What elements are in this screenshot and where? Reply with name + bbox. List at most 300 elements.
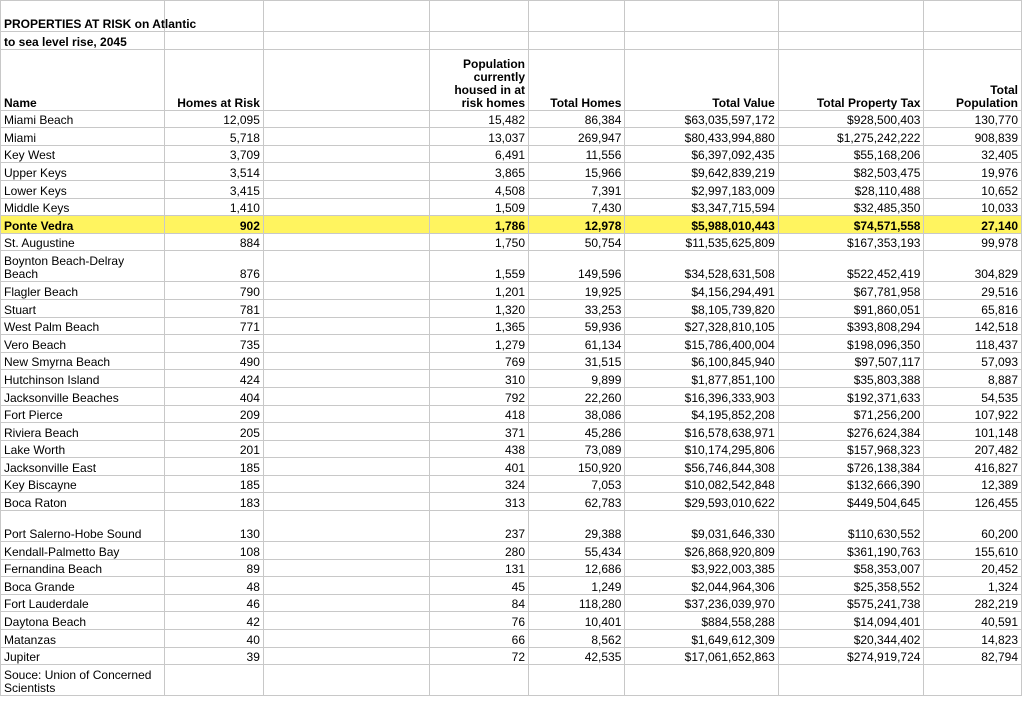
- table-row: [1, 299, 1022, 317]
- header-total-population[interactable]: Total Population: [924, 49, 1022, 110]
- cell-total-homes[interactable]: 1,249: [529, 577, 625, 595]
- cell-total-population[interactable]: 107,922: [924, 405, 1022, 423]
- cell-total-value[interactable]: $8,105,739,820: [625, 299, 778, 317]
- cell-total-value[interactable]: $16,396,333,903: [625, 387, 778, 405]
- cell-total-value[interactable]: $4,156,294,491: [625, 282, 778, 300]
- cell-homes-at-risk[interactable]: 1,410: [165, 198, 264, 216]
- cell-population-housed[interactable]: 313: [430, 493, 529, 511]
- table-row: [1, 493, 1022, 511]
- empty-cell[interactable]: [263, 475, 430, 493]
- cell-total-property-tax[interactable]: $28,110,488: [778, 180, 924, 198]
- empty-cell[interactable]: [263, 49, 430, 110]
- header-total-property-tax[interactable]: Total Property Tax: [778, 49, 924, 110]
- table-row: [1, 577, 1022, 595]
- cell-total-homes[interactable]: 55,434: [529, 542, 625, 560]
- cell-total-value[interactable]: $37,236,039,970: [625, 594, 778, 612]
- cell-name[interactable]: Hutchinson Island: [1, 370, 165, 388]
- cell-total-property-tax[interactable]: $97,507,117: [778, 352, 924, 370]
- cell-homes-at-risk[interactable]: 490: [165, 352, 264, 370]
- cell-total-value[interactable]: $6,397,092,435: [625, 145, 778, 163]
- cell-total-homes[interactable]: 50,754: [529, 233, 625, 251]
- header-name[interactable]: Name: [1, 49, 165, 110]
- cell-total-population[interactable]: 130,770: [924, 110, 1022, 128]
- cell-name[interactable]: Jacksonville Beaches: [1, 387, 165, 405]
- cell-homes-at-risk[interactable]: 40: [165, 630, 264, 648]
- cell-total-value[interactable]: $11,535,625,809: [625, 233, 778, 251]
- cell-name[interactable]: Miami Beach: [1, 110, 165, 128]
- empty-cell[interactable]: [263, 216, 430, 234]
- cell-total-value[interactable]: $80,433,994,880: [625, 128, 778, 146]
- cell-total-value[interactable]: $6,100,845,940: [625, 352, 778, 370]
- cell-name[interactable]: Key West: [1, 145, 165, 163]
- table-row: [1, 458, 1022, 476]
- cell-total-population[interactable]: 14,823: [924, 630, 1022, 648]
- cell-name[interactable]: Jupiter: [1, 647, 165, 665]
- cell-total-property-tax[interactable]: $274,919,724: [778, 647, 924, 665]
- cell-population-housed[interactable]: 280: [430, 542, 529, 560]
- empty-cell[interactable]: [263, 32, 430, 50]
- header-population-housed[interactable]: Population currently housed in at risk homes: [430, 49, 529, 110]
- cell-total-population[interactable]: 282,219: [924, 594, 1022, 612]
- cell-homes-at-risk[interactable]: 3,709: [165, 145, 264, 163]
- table-row: [1, 198, 1022, 216]
- cell-total-population[interactable]: 19,976: [924, 163, 1022, 181]
- cell-total-population[interactable]: 8,887: [924, 370, 1022, 388]
- cell-population-housed[interactable]: 310: [430, 370, 529, 388]
- cell-total-value[interactable]: $34,528,631,508: [625, 251, 778, 282]
- cell-total-value[interactable]: $27,328,810,105: [625, 317, 778, 335]
- cell-total-value[interactable]: $884,558,288: [625, 612, 778, 630]
- table-row: [1, 559, 1022, 577]
- cell-name[interactable]: West Palm Beach: [1, 317, 165, 335]
- empty-cell[interactable]: [263, 559, 430, 577]
- cell-population-housed[interactable]: 1,201: [430, 282, 529, 300]
- cell-homes-at-risk[interactable]: 89: [165, 559, 264, 577]
- cell-total-population[interactable]: 99,978: [924, 233, 1022, 251]
- empty-cell[interactable]: [263, 198, 430, 216]
- cell-total-property-tax[interactable]: $276,624,384: [778, 423, 924, 441]
- table-row: [1, 352, 1022, 370]
- empty-cell[interactable]: [263, 180, 430, 198]
- cell-name[interactable]: Boynton Beach-Delray Beach: [1, 251, 165, 282]
- cell-total-value[interactable]: $63,035,597,172: [625, 110, 778, 128]
- cell-population-housed[interactable]: 1,786: [430, 216, 529, 234]
- cell-total-value[interactable]: $1,649,612,309: [625, 630, 778, 648]
- cell-population-housed[interactable]: 15,482: [430, 110, 529, 128]
- cell-name[interactable]: Vero Beach: [1, 335, 165, 353]
- header-total-homes[interactable]: Total Homes: [529, 49, 625, 110]
- cell-total-property-tax[interactable]: $198,096,350: [778, 335, 924, 353]
- cell-homes-at-risk[interactable]: 902: [165, 216, 264, 234]
- cell-total-value[interactable]: $9,642,839,219: [625, 163, 778, 181]
- cell-total-property-tax[interactable]: $393,808,294: [778, 317, 924, 335]
- table-row: [1, 630, 1022, 648]
- cell-total-population[interactable]: 908,839: [924, 128, 1022, 146]
- cell-total-homes[interactable]: 62,783: [529, 493, 625, 511]
- cell-total-property-tax[interactable]: $20,344,402: [778, 630, 924, 648]
- empty-cell[interactable]: [263, 405, 430, 423]
- empty-cell[interactable]: [263, 387, 430, 405]
- empty-cell[interactable]: [263, 335, 430, 353]
- cell-total-property-tax[interactable]: $110,630,552: [778, 511, 924, 542]
- empty-cell[interactable]: [924, 665, 1022, 696]
- table-row: [1, 647, 1022, 665]
- cell-total-property-tax[interactable]: $74,571,558: [778, 216, 924, 234]
- empty-cell[interactable]: [263, 440, 430, 458]
- cell-total-population[interactable]: 32,405: [924, 145, 1022, 163]
- cell-total-property-tax[interactable]: $71,256,200: [778, 405, 924, 423]
- table-row: [1, 405, 1022, 423]
- table-row: [1, 475, 1022, 493]
- cell-population-housed[interactable]: 1,365: [430, 317, 529, 335]
- cell-name[interactable]: Boca Raton: [1, 493, 165, 511]
- cell-population-housed[interactable]: 72: [430, 647, 529, 665]
- cell-homes-at-risk[interactable]: 48: [165, 577, 264, 595]
- cell-total-property-tax[interactable]: $157,968,323: [778, 440, 924, 458]
- empty-cell[interactable]: [165, 32, 264, 50]
- cell-homes-at-risk[interactable]: 735: [165, 335, 264, 353]
- empty-cell[interactable]: [924, 1, 1022, 32]
- header-homes-at-risk[interactable]: Homes at Risk: [165, 49, 264, 110]
- cell-total-population[interactable]: 54,535: [924, 387, 1022, 405]
- cell-total-value[interactable]: $5,988,010,443: [625, 216, 778, 234]
- cell-total-homes[interactable]: 7,391: [529, 180, 625, 198]
- cell-population-housed[interactable]: 1,320: [430, 299, 529, 317]
- source-note[interactable]: Souce: Union of Concerned Scientists: [1, 665, 165, 696]
- cell-population-housed[interactable]: 84: [430, 594, 529, 612]
- cell-total-homes[interactable]: 19,925: [529, 282, 625, 300]
- cell-total-value[interactable]: $3,347,715,594: [625, 198, 778, 216]
- cell-total-property-tax[interactable]: $449,504,645: [778, 493, 924, 511]
- cell-homes-at-risk[interactable]: 205: [165, 423, 264, 441]
- cell-homes-at-risk[interactable]: 39: [165, 647, 264, 665]
- cell-name[interactable]: Lower Keys: [1, 180, 165, 198]
- cell-homes-at-risk[interactable]: 424: [165, 370, 264, 388]
- cell-total-homes[interactable]: 29,388: [529, 511, 625, 542]
- cell-name[interactable]: Port Salerno-Hobe Sound: [1, 511, 165, 542]
- cell-total-homes[interactable]: 22,260: [529, 387, 625, 405]
- cell-name[interactable]: Riviera Beach: [1, 423, 165, 441]
- cell-total-population[interactable]: 27,140: [924, 216, 1022, 234]
- empty-cell[interactable]: [529, 1, 625, 32]
- cell-homes-at-risk[interactable]: 3,514: [165, 163, 264, 181]
- empty-cell[interactable]: [263, 630, 430, 648]
- cell-homes-at-risk[interactable]: 876: [165, 251, 264, 282]
- empty-cell[interactable]: [263, 577, 430, 595]
- empty-cell[interactable]: [165, 665, 264, 696]
- cell-total-population[interactable]: 82,794: [924, 647, 1022, 665]
- empty-cell[interactable]: [263, 163, 430, 181]
- cell-name[interactable]: Flagler Beach: [1, 282, 165, 300]
- cell-name[interactable]: Stuart: [1, 299, 165, 317]
- table-row: [1, 511, 1022, 542]
- cell-population-housed[interactable]: 1,559: [430, 251, 529, 282]
- title-row-1: [1, 1, 1022, 32]
- empty-cell[interactable]: [263, 1, 430, 32]
- cell-total-population[interactable]: 142,518: [924, 317, 1022, 335]
- empty-cell[interactable]: [263, 352, 430, 370]
- cell-total-property-tax[interactable]: $91,860,051: [778, 299, 924, 317]
- cell-total-value[interactable]: $10,082,542,848: [625, 475, 778, 493]
- cell-total-population[interactable]: 304,829: [924, 251, 1022, 282]
- cell-population-housed[interactable]: 66: [430, 630, 529, 648]
- empty-cell[interactable]: [263, 317, 430, 335]
- table-row: [1, 251, 1022, 282]
- cell-name[interactable]: New Smyrna Beach: [1, 352, 165, 370]
- cell-homes-at-risk[interactable]: 185: [165, 475, 264, 493]
- cell-total-population[interactable]: 29,516: [924, 282, 1022, 300]
- empty-cell[interactable]: [778, 665, 924, 696]
- cell-total-homes[interactable]: 73,089: [529, 440, 625, 458]
- empty-cell[interactable]: [529, 32, 625, 50]
- cell-total-homes[interactable]: 269,947: [529, 128, 625, 146]
- cell-total-homes[interactable]: 86,384: [529, 110, 625, 128]
- empty-cell[interactable]: [263, 145, 430, 163]
- cell-population-housed[interactable]: 3,865: [430, 163, 529, 181]
- cell-total-homes[interactable]: 10,401: [529, 612, 625, 630]
- cell-total-property-tax[interactable]: $35,803,388: [778, 370, 924, 388]
- cell-total-homes[interactable]: 59,936: [529, 317, 625, 335]
- cell-total-population[interactable]: 118,437: [924, 335, 1022, 353]
- cell-total-homes[interactable]: 45,286: [529, 423, 625, 441]
- cell-total-property-tax[interactable]: $192,371,633: [778, 387, 924, 405]
- cell-total-homes[interactable]: 33,253: [529, 299, 625, 317]
- cell-name[interactable]: Miami: [1, 128, 165, 146]
- cell-population-housed[interactable]: 769: [430, 352, 529, 370]
- cell-name[interactable]: Middle Keys: [1, 198, 165, 216]
- cell-total-population[interactable]: 40,591: [924, 612, 1022, 630]
- cell-total-value[interactable]: $2,997,183,009: [625, 180, 778, 198]
- empty-cell[interactable]: [263, 612, 430, 630]
- cell-name[interactable]: St. Augustine: [1, 233, 165, 251]
- empty-cell[interactable]: [263, 647, 430, 665]
- cell-homes-at-risk[interactable]: 201: [165, 440, 264, 458]
- cell-total-population[interactable]: 10,033: [924, 198, 1022, 216]
- cell-name[interactable]: Key Biscayne: [1, 475, 165, 493]
- cell-total-population[interactable]: 10,652: [924, 180, 1022, 198]
- empty-cell[interactable]: [625, 1, 778, 32]
- empty-cell[interactable]: [263, 128, 430, 146]
- cell-total-value[interactable]: $4,195,852,208: [625, 405, 778, 423]
- cell-name[interactable]: Lake Worth: [1, 440, 165, 458]
- title-row-2: [1, 32, 1022, 50]
- cell-homes-at-risk[interactable]: 185: [165, 458, 264, 476]
- cell-total-value[interactable]: $2,044,964,306: [625, 577, 778, 595]
- cell-total-value[interactable]: $17,061,652,863: [625, 647, 778, 665]
- cell-homes-at-risk[interactable]: 404: [165, 387, 264, 405]
- cell-total-property-tax[interactable]: $1,275,242,222: [778, 128, 924, 146]
- table-row: [1, 423, 1022, 441]
- cell-total-value[interactable]: $9,031,646,330: [625, 511, 778, 542]
- cell-total-homes[interactable]: 42,535: [529, 647, 625, 665]
- cell-total-population[interactable]: 20,452: [924, 559, 1022, 577]
- cell-population-housed[interactable]: 45: [430, 577, 529, 595]
- cell-name[interactable]: Matanzas: [1, 630, 165, 648]
- cell-name[interactable]: Ponte Vedra: [1, 216, 165, 234]
- cell-total-property-tax[interactable]: $82,503,475: [778, 163, 924, 181]
- cell-total-population[interactable]: 65,816: [924, 299, 1022, 317]
- empty-cell[interactable]: [263, 110, 430, 128]
- cell-total-homes[interactable]: 31,515: [529, 352, 625, 370]
- empty-cell[interactable]: [263, 233, 430, 251]
- cell-homes-at-risk[interactable]: 790: [165, 282, 264, 300]
- empty-cell[interactable]: [263, 493, 430, 511]
- cell-name[interactable]: Fort Lauderdale: [1, 594, 165, 612]
- cell-total-property-tax[interactable]: $55,168,206: [778, 145, 924, 163]
- empty-cell[interactable]: [529, 665, 625, 696]
- cell-name[interactable]: Fort Pierce: [1, 405, 165, 423]
- cell-total-property-tax[interactable]: $575,241,738: [778, 594, 924, 612]
- cell-population-housed[interactable]: 438: [430, 440, 529, 458]
- cell-total-homes[interactable]: 149,596: [529, 251, 625, 282]
- cell-total-value[interactable]: $16,578,638,971: [625, 423, 778, 441]
- cell-homes-at-risk[interactable]: 5,718: [165, 128, 264, 146]
- cell-population-housed[interactable]: 237: [430, 511, 529, 542]
- empty-cell[interactable]: [263, 665, 430, 696]
- cell-homes-at-risk[interactable]: 884: [165, 233, 264, 251]
- table-row: [1, 440, 1022, 458]
- cell-total-property-tax[interactable]: $32,485,350: [778, 198, 924, 216]
- cell-homes-at-risk[interactable]: 183: [165, 493, 264, 511]
- empty-cell[interactable]: [263, 594, 430, 612]
- cell-total-homes[interactable]: 15,966: [529, 163, 625, 181]
- table-row: [1, 370, 1022, 388]
- cell-population-housed[interactable]: 6,491: [430, 145, 529, 163]
- empty-cell[interactable]: [778, 1, 924, 32]
- cell-total-property-tax[interactable]: $522,452,419: [778, 251, 924, 282]
- cell-population-housed[interactable]: 324: [430, 475, 529, 493]
- cell-total-value[interactable]: $1,877,851,100: [625, 370, 778, 388]
- table-title[interactable]: PROPERTIES AT RISK on Atlantic: [1, 1, 165, 32]
- cell-total-population[interactable]: 101,148: [924, 423, 1022, 441]
- cell-population-housed[interactable]: 371: [430, 423, 529, 441]
- cell-homes-at-risk[interactable]: 12,095: [165, 110, 264, 128]
- empty-cell[interactable]: [778, 32, 924, 50]
- cell-total-population[interactable]: 60,200: [924, 511, 1022, 542]
- cell-total-property-tax[interactable]: $58,353,007: [778, 559, 924, 577]
- cell-total-value[interactable]: $10,174,295,806: [625, 440, 778, 458]
- cell-population-housed[interactable]: 1,750: [430, 233, 529, 251]
- cell-total-value[interactable]: $56,746,844,308: [625, 458, 778, 476]
- empty-cell[interactable]: [263, 511, 430, 542]
- cell-total-value[interactable]: $3,922,003,385: [625, 559, 778, 577]
- empty-cell[interactable]: [263, 458, 430, 476]
- cell-population-housed[interactable]: 4,508: [430, 180, 529, 198]
- cell-total-property-tax[interactable]: $726,138,384: [778, 458, 924, 476]
- cell-total-homes[interactable]: 118,280: [529, 594, 625, 612]
- table-row: [1, 282, 1022, 300]
- empty-cell[interactable]: [263, 423, 430, 441]
- cell-total-population[interactable]: 155,610: [924, 542, 1022, 560]
- cell-homes-at-risk[interactable]: 781: [165, 299, 264, 317]
- cell-homes-at-risk[interactable]: 3,415: [165, 180, 264, 198]
- table-row: [1, 335, 1022, 353]
- empty-cell[interactable]: [263, 370, 430, 388]
- cell-total-population[interactable]: 12,389: [924, 475, 1022, 493]
- empty-cell[interactable]: [263, 299, 430, 317]
- cell-population-housed[interactable]: 1,509: [430, 198, 529, 216]
- empty-cell[interactable]: [430, 32, 529, 50]
- cell-total-population[interactable]: 207,482: [924, 440, 1022, 458]
- cell-homes-at-risk[interactable]: 42: [165, 612, 264, 630]
- cell-total-homes[interactable]: 61,134: [529, 335, 625, 353]
- table-row: [1, 216, 1022, 234]
- cell-total-property-tax[interactable]: $928,500,403: [778, 110, 924, 128]
- cell-total-value[interactable]: $15,786,400,004: [625, 335, 778, 353]
- cell-total-population[interactable]: 57,093: [924, 352, 1022, 370]
- cell-name[interactable]: Upper Keys: [1, 163, 165, 181]
- cell-total-homes[interactable]: 12,978: [529, 216, 625, 234]
- cell-name[interactable]: Fernandina Beach: [1, 559, 165, 577]
- empty-cell[interactable]: [924, 32, 1022, 50]
- table-row: [1, 145, 1022, 163]
- header-total-value[interactable]: Total Value: [625, 49, 778, 110]
- empty-cell[interactable]: [625, 32, 778, 50]
- cell-homes-at-risk[interactable]: 46: [165, 594, 264, 612]
- cell-name[interactable]: Kendall-Palmetto Bay: [1, 542, 165, 560]
- cell-total-value[interactable]: $26,868,920,809: [625, 542, 778, 560]
- empty-cell[interactable]: [263, 251, 430, 282]
- header-row: [1, 49, 1022, 110]
- cell-homes-at-risk[interactable]: 130: [165, 511, 264, 542]
- cell-population-housed[interactable]: 792: [430, 387, 529, 405]
- table-row: [1, 128, 1022, 146]
- cell-total-property-tax[interactable]: $25,358,552: [778, 577, 924, 595]
- cell-homes-at-risk[interactable]: 771: [165, 317, 264, 335]
- cell-population-housed[interactable]: 1,279: [430, 335, 529, 353]
- cell-homes-at-risk[interactable]: 108: [165, 542, 264, 560]
- cell-total-homes[interactable]: 9,899: [529, 370, 625, 388]
- table-row: [1, 317, 1022, 335]
- cell-total-population[interactable]: 416,827: [924, 458, 1022, 476]
- cell-population-housed[interactable]: 401: [430, 458, 529, 476]
- cell-total-property-tax[interactable]: $361,190,763: [778, 542, 924, 560]
- cell-name[interactable]: Boca Grande: [1, 577, 165, 595]
- cell-population-housed[interactable]: 76: [430, 612, 529, 630]
- cell-total-homes[interactable]: 150,920: [529, 458, 625, 476]
- cell-total-homes[interactable]: 11,556: [529, 145, 625, 163]
- cell-total-homes[interactable]: 38,086: [529, 405, 625, 423]
- empty-cell[interactable]: [625, 665, 778, 696]
- empty-cell[interactable]: [430, 665, 529, 696]
- cell-total-property-tax[interactable]: $67,781,958: [778, 282, 924, 300]
- cell-total-property-tax[interactable]: $14,094,401: [778, 612, 924, 630]
- table-row: [1, 110, 1022, 128]
- table-subtitle[interactable]: to sea level rise, 2045: [1, 32, 165, 50]
- empty-cell[interactable]: [263, 542, 430, 560]
- cell-total-population[interactable]: 1,324: [924, 577, 1022, 595]
- table-row: [1, 180, 1022, 198]
- empty-cell[interactable]: [263, 282, 430, 300]
- cell-total-homes[interactable]: 8,562: [529, 630, 625, 648]
- cell-total-population[interactable]: 126,455: [924, 493, 1022, 511]
- cell-name[interactable]: Daytona Beach: [1, 612, 165, 630]
- cell-population-housed[interactable]: 13,037: [430, 128, 529, 146]
- cell-total-homes[interactable]: 7,430: [529, 198, 625, 216]
- cell-homes-at-risk[interactable]: 209: [165, 405, 264, 423]
- cell-population-housed[interactable]: 418: [430, 405, 529, 423]
- empty-cell[interactable]: [430, 1, 529, 32]
- cell-total-property-tax[interactable]: $167,353,193: [778, 233, 924, 251]
- cell-total-value[interactable]: $29,593,010,622: [625, 493, 778, 511]
- table-row: [1, 542, 1022, 560]
- cell-name[interactable]: Jacksonville East: [1, 458, 165, 476]
- cell-total-homes[interactable]: 7,053: [529, 475, 625, 493]
- table-row: [1, 233, 1022, 251]
- cell-population-housed[interactable]: 131: [430, 559, 529, 577]
- cell-total-property-tax[interactable]: $132,666,390: [778, 475, 924, 493]
- cell-total-homes[interactable]: 12,686: [529, 559, 625, 577]
